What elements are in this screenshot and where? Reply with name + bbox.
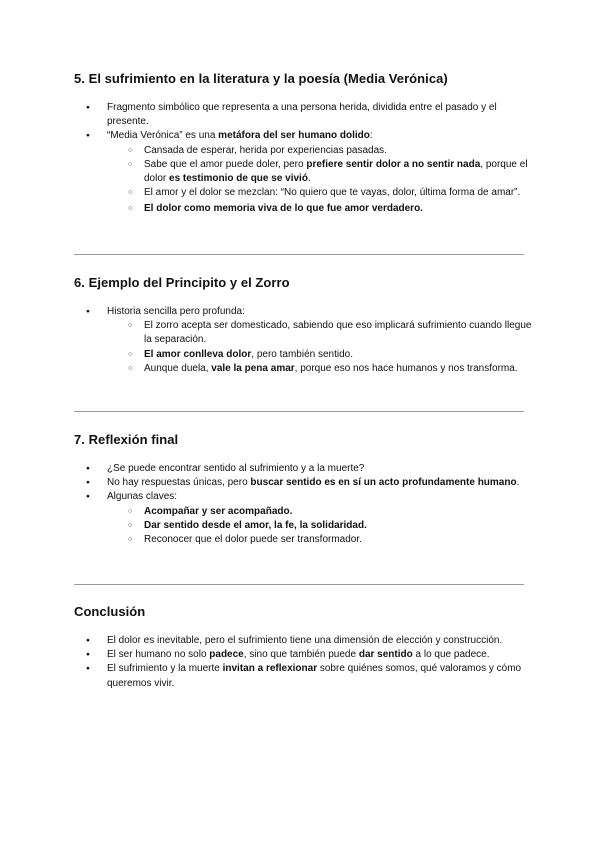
list-item: [74, 462, 534, 476]
text-run: Aunque duela,: [144, 362, 212, 374]
text-run: , pero también sentido.: [251, 348, 353, 360]
list-item: [74, 533, 534, 547]
section-title: 7. Reflexión final: [74, 432, 179, 447]
section-title: 5. El sufrimiento en la literatura y la poesía (Media Verónica): [74, 71, 448, 86]
section-reflexion-final: [74, 432, 534, 547]
list-item: [74, 476, 534, 490]
divider: [74, 254, 524, 255]
text-run: , porque el dolor: [144, 158, 528, 185]
text-run: Cansada de esperar, herida por experiencias pasadas.: [144, 144, 387, 156]
text-run: El dolor es inevitable, pero el sufrimiento tiene una dimensión de elección y construcción.: [107, 635, 503, 646]
text-run: , porque eso nos hace humanos y nos transforma.: [294, 362, 518, 374]
text-run: Sabe que el amor puede doler, pero: [144, 158, 307, 170]
text-run: .: [307, 173, 311, 185]
section-principito: [74, 275, 534, 376]
divider: [74, 411, 524, 412]
bold-text: metáfora del ser humano dolido: [218, 130, 370, 142]
bullet-list: [74, 462, 534, 547]
text-run: “Media Verónica” es una: [107, 130, 219, 142]
section-conclusion: [74, 604, 534, 691]
bold-text: prefiere sentir dolor a no sentir nada: [306, 158, 481, 170]
list-item: [74, 319, 534, 347]
list-item: [74, 101, 534, 129]
text-run: sobre quiénes somos, qué valoramos y cómo queremos vivir.: [107, 663, 522, 689]
list-item: [74, 505, 534, 519]
text-run: El ser humano no solo: [107, 649, 210, 661]
text-run: , sino que también puede: [243, 649, 359, 661]
bullet-list: [74, 305, 534, 376]
list-item: [74, 362, 534, 376]
bullet-list: [74, 634, 534, 691]
text-run: El zorro acepta ser domesticado, sabiendo que eso implicará sufrimiento cuando llegue la separación.: [144, 320, 532, 346]
list-item: [74, 648, 534, 662]
section-title: 6. Ejemplo del Principito y el Zorro: [74, 275, 290, 290]
text-run: El amor y el dolor se mezclan: “No quiero que te vayas, dolor, última forma de amar”.: [144, 187, 521, 199]
list-item: [74, 519, 534, 533]
divider: [74, 584, 524, 585]
bold-text: El amor conlleva dolor: [144, 348, 252, 360]
text-run: a lo que padece.: [412, 649, 490, 661]
list-item: [74, 634, 534, 648]
bold-text: El dolor como memoria viva de lo que fue amor verdadero.: [144, 203, 423, 215]
text-run: Reconocer que el dolor puede ser transformador.: [144, 534, 362, 546]
bold-text: padece: [209, 649, 244, 661]
bold-text: vale la pena amar: [211, 362, 295, 374]
list-item: [74, 348, 534, 362]
bold-text: Acompañar y ser acompañado.: [144, 505, 293, 517]
section-media-veronica: [74, 71, 534, 217]
text-run: Fragmento simbólico que representa a una persona herida, dividida entre el pasado y el presente.: [107, 102, 497, 128]
list-item: [74, 186, 534, 200]
bold-text: invitan a reflexionar: [222, 663, 318, 675]
bold-text: buscar sentido es en sí un acto profundamente humano: [250, 477, 517, 489]
section-title: Conclusión: [74, 604, 146, 619]
bold-text: es testimonio de que se vivió: [169, 173, 308, 185]
list-item: [74, 144, 534, 158]
text-run: Historia sencilla pero profunda:: [107, 306, 245, 317]
list-item: [74, 662, 534, 690]
bullet-list: [74, 101, 534, 217]
text-run: No hay respuestas únicas, pero: [107, 477, 251, 489]
text-run: :: [369, 130, 373, 142]
list-item: [74, 202, 534, 216]
text-run: Algunas claves:: [107, 491, 178, 503]
bold-text: Dar sentido desde el amor, la fe, la solidaridad.: [144, 519, 367, 531]
bold-text: dar sentido: [358, 649, 413, 661]
list-item: [74, 129, 534, 143]
list-item: [74, 305, 534, 319]
text-run: El sufrimiento y la muerte: [107, 663, 223, 675]
list-item: [74, 490, 534, 504]
text-run: ¿Se puede encontrar sentido al sufrimiento y a la muerte?: [107, 463, 365, 474]
list-item: [74, 158, 534, 186]
text-run: .: [516, 477, 520, 489]
